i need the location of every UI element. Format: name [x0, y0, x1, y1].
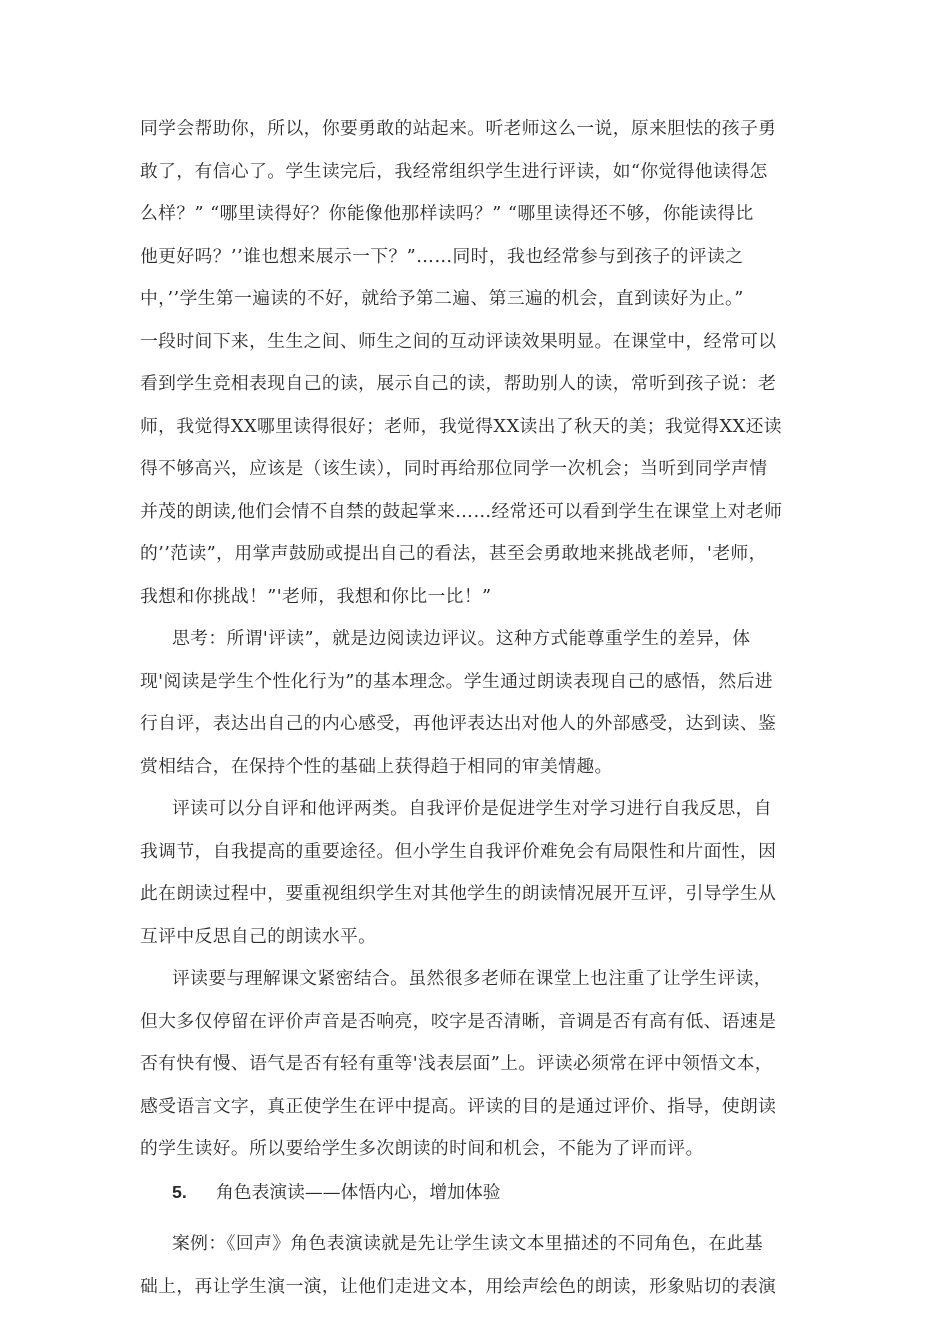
text-line: 师，我觉得XX哪里读得很好；老师，我觉得XX读出了秋天的美；我觉得XX还读 [140, 416, 782, 437]
text-line: 的学生读好。所以要给学生多次朗读的时间和机会，不能为了评而评。 [140, 1138, 704, 1159]
text-line: 础上，再让学生演一演，让他们走进文本，用绘声绘色的朗读，形象贴切的表演 [140, 1276, 777, 1297]
text-line: 他更好吗？’’谁也想来展示一下？”……同时，我也经常参与到孩子的评读之 [140, 246, 744, 267]
text-line: 赏相结合，在保持个性的基础上获得趋于相同的审美情趣。 [140, 756, 613, 777]
text-line: 行自评，表达出自己的内心感受，再他评表达出对他人的外部感受，达到读、鉴 [140, 713, 777, 734]
text-line: 中，’’学生第一遍读的不好，就给予第二遍、第三遍的机会，直到读好为止。” [140, 288, 744, 309]
text-line: 但大多仅停留在评价声音是否响亮，咬字是否清晰，音调是否有高有低、语速是 [140, 1011, 777, 1032]
text-line: 我想和你挑战！”'老师，我想和你比一比！” [140, 586, 492, 607]
text-line: 此在朗读过程中，要重视组织学生对其他学生的朗读情况展开互评，引导学生从 [140, 883, 777, 904]
text-line: 看到学生竞相表现自己的读，展示自己的读，帮助别人的读，常听到孩子说：老 [140, 373, 777, 394]
text-line: 案例：《回声》角色表演读就是先让学生读文本里描述的不同角色，在此基 [172, 1233, 764, 1254]
text-line: 评读要与理解课文紧密结合。虽然很多老师在课堂上也注重了让学生评读， [172, 968, 772, 989]
section-heading [172, 1175, 501, 1209]
text-line: 得不够高兴，应该是（该生读），同时再给那位同学一次机会；当听到同学声情 [140, 458, 768, 479]
text-line: 同学会帮助你，所以，你要勇敢的站起来。听老师这么一说，原来胆怯的孩子勇 [140, 118, 777, 139]
text-line: 思考：所谓'评读”，就是边阅读边评议。这种方式能尊重学生的差异，体 [172, 628, 751, 649]
text-line: 我调节，自我提高的重要途径。但小学生自我评价难免会有局限性和片面性，因 [140, 841, 777, 862]
text-line: 么样？” “哪里读得好？你能像他那样读吗？” “哪里读得还不够，你能读得比 [140, 203, 754, 224]
text-line: 否有快有慢、语气是否有轻有重等'浅表层面”上。评读必须常在评中领悟文本， [140, 1053, 773, 1074]
text-line: 互评中反思自己的朗读水平。 [140, 926, 377, 947]
text-line: 一段时间下来，生生之间、师生之间的互动评读效果明显。在课堂中，经常可以 [140, 331, 777, 352]
text-line: 感受语言文字，真正使学生在评中提高。评读的目的是通过评价、指导，使朗读 [140, 1096, 777, 1117]
section-title: 角色表演读——体悟内心，增加体验 [216, 1182, 501, 1203]
text-line: 的’’范读”，用掌声鼓励或提出自己的看法，甚至会勇敢地来挑战老师，'老师， [140, 543, 767, 564]
text-line: 敢了，有信心了。学生读完后，我经常组织学生进行评读，如“你觉得他读得怎 [140, 161, 768, 182]
text-line: 评读可以分自评和他评两类。自我评价是促进学生对学习进行自我反思，自 [172, 798, 772, 819]
section-number: 5. [172, 1182, 187, 1202]
text-line: 并茂的朗读,他们会情不自禁的鼓起掌来……经常还可以看到学生在课堂上对老师 [140, 501, 783, 522]
text-line: 现'阅读是学生个性化行为”的基本理念。学生通过朗读表现自己的感悟，然后进 [140, 671, 773, 692]
